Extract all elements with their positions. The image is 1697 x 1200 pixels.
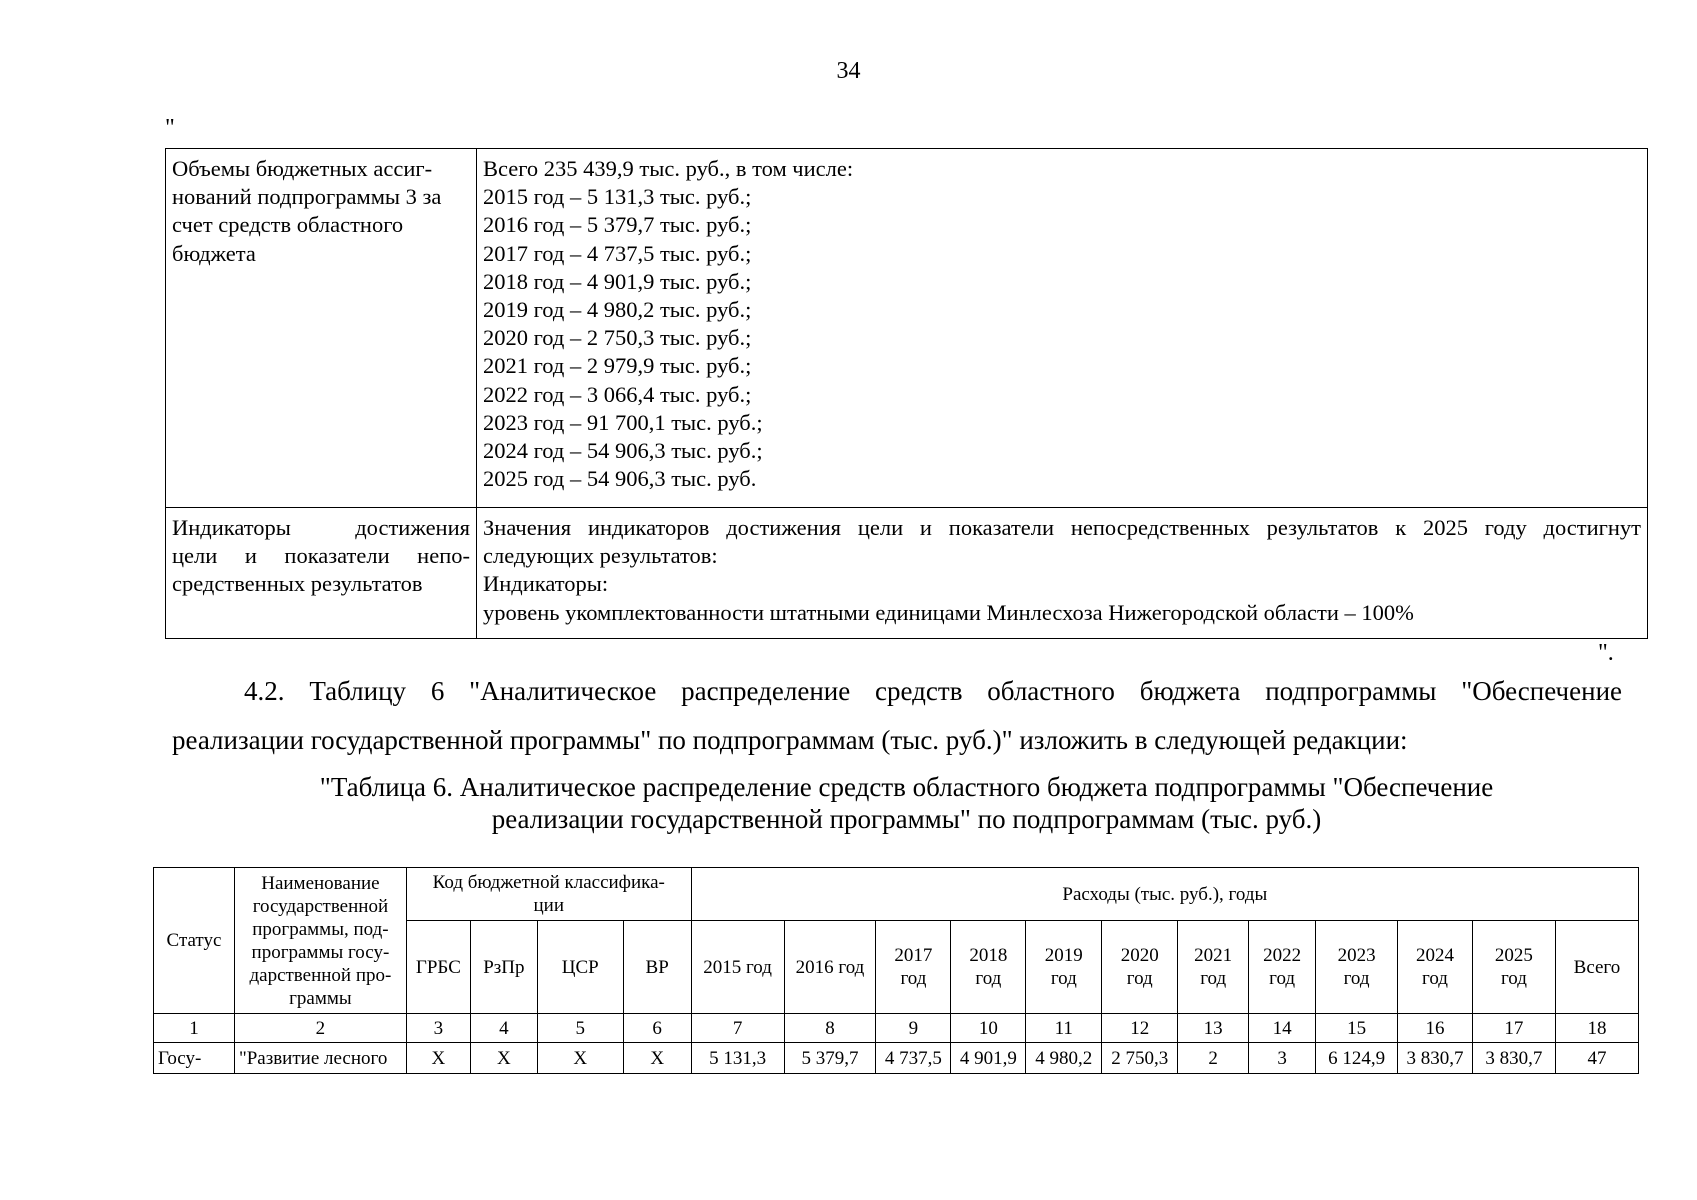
col-header-2015: 2015 год (691, 921, 784, 1014)
column-number: 2 (234, 1014, 406, 1043)
table-row (154, 1043, 1639, 1074)
cell-2015: 5 131,3 (691, 1043, 784, 1074)
cell-vr: X (623, 1043, 691, 1074)
column-number: 14 (1249, 1014, 1316, 1043)
col-header-status: Статус (154, 868, 235, 1014)
year-label: 2025 (1494, 945, 1533, 966)
budget-year-line: 2022 год – 3 066,4 тыс. руб.; (483, 381, 752, 407)
cell-name: "Развитие лесного (234, 1043, 406, 1074)
year-label: 2017 (894, 945, 933, 966)
column-number: 15 (1316, 1014, 1398, 1043)
col-header-csr: ЦСР (537, 921, 623, 1014)
budget-total-line: Всего 235 439,9 тыс. руб., в том числе: (483, 156, 854, 181)
year-unit: год (1500, 968, 1527, 989)
year-unit: год (1422, 968, 1448, 989)
budget-year-line: 2021 год – 2 979,9 тыс. руб.; (483, 353, 752, 379)
budget-distribution-table (153, 867, 1639, 1074)
column-number: 12 (1102, 1014, 1178, 1043)
year-label: 2023 (1337, 945, 1376, 966)
year-label: 2024 (1416, 945, 1454, 966)
col-header-2020 (1102, 921, 1178, 1014)
year-unit: год (1126, 968, 1153, 989)
column-number: 13 (1178, 1014, 1249, 1043)
column-number: 10 (951, 1014, 1026, 1043)
column-number: 6 (623, 1014, 691, 1043)
col-header-2022 (1249, 921, 1316, 1014)
column-number: 16 (1398, 1014, 1473, 1043)
header-text-line: государственной (252, 895, 389, 917)
header-text-line: ции (533, 895, 565, 916)
year-unit: год (900, 968, 927, 989)
year-label: 2019 (1044, 945, 1083, 966)
table-title (165, 771, 1648, 835)
passport-label-budget (166, 149, 477, 508)
cell-status: Госу- (154, 1043, 235, 1074)
col-header-vr: ВР (623, 921, 691, 1014)
col-header-2024 (1398, 921, 1473, 1014)
header-text-line: Наименование (261, 872, 380, 894)
budget-year-line: 2016 год – 5 379,7 тыс. руб.; (483, 212, 752, 238)
label-line: счет средств областного (172, 212, 404, 238)
col-header-2017 (876, 921, 951, 1014)
col-group-expenses: Расходы (тыс. руб.), годы (691, 868, 1638, 921)
passport-value-indicators (477, 508, 1648, 639)
paragraph-line: реализации государственной программы" по подпрограммам (тыс. руб.)" изложить в следующей редакции: (172, 725, 1408, 755)
paragraph-line: 4.2. Таблицу 6 "Аналитическое распределение средств областного бюджета подпрограммы "Обеспечение (244, 676, 1622, 706)
header-text-line: программы госу- (251, 941, 390, 963)
header-text-line: дарственной про- (249, 964, 392, 986)
label-line: нований подпрограммы 3 за (172, 184, 442, 210)
cell-2021: 2 (1178, 1043, 1249, 1074)
cell-2017: 4 737,5 (876, 1043, 951, 1074)
column-number-row (154, 1014, 1639, 1043)
cell-2016: 5 379,7 (784, 1043, 876, 1074)
cell-rzpr: X (470, 1043, 537, 1074)
year-label: 2022 (1263, 945, 1302, 966)
budget-year-line: 2015 год – 5 131,3 тыс. руб.; (483, 184, 752, 210)
column-number: 18 (1555, 1014, 1638, 1043)
indicator-text-line: следующих результатов: (483, 543, 718, 569)
label-line: Индикаторы достижения (172, 515, 470, 540)
cell-2022: 3 (1249, 1043, 1316, 1074)
col-header-2025 (1472, 921, 1555, 1014)
col-header-grbs: ГРБС (406, 921, 470, 1014)
column-number: 1 (154, 1014, 235, 1043)
cell-total: 47 (1555, 1043, 1638, 1074)
column-number: 11 (1026, 1014, 1102, 1043)
amendment-paragraph (172, 667, 1622, 765)
column-number: 5 (537, 1014, 623, 1043)
indicator-heading: Индикаторы: (483, 571, 609, 597)
cell-2024: 3 830,7 (1398, 1043, 1473, 1074)
col-header-2021 (1178, 921, 1249, 1014)
label-line: цели и показатели непо- (172, 543, 470, 569)
closing-quote: ". (1598, 640, 1614, 666)
budget-year-line: 2017 год – 4 737,5 тыс. руб.; (483, 240, 752, 266)
label-line: средственных результатов (172, 571, 423, 597)
col-group-budget-code (406, 868, 691, 921)
year-unit: год (1200, 968, 1227, 989)
passport-value-budget (477, 149, 1648, 508)
cell-csr: X (537, 1043, 623, 1074)
col-header-2016: 2016 год (784, 921, 876, 1014)
cell-grbs: X (406, 1043, 470, 1074)
year-unit: год (1269, 968, 1296, 989)
header-text-line: граммы (289, 987, 352, 1009)
year-label: 2018 (969, 945, 1008, 966)
budget-year-line: 2020 год – 2 750,3 тыс. руб.; (483, 325, 752, 351)
col-header-2023 (1316, 921, 1398, 1014)
col-header-2019 (1026, 921, 1102, 1014)
col-header-total: Всего (1555, 921, 1638, 1014)
budget-year-line: 2025 год – 54 906,3 тыс. руб. (483, 466, 757, 492)
budget-year-line: 2023 год – 91 700,1 тыс. руб.; (483, 409, 763, 435)
table-title-line: "Таблица 6. Аналитическое распределение средств областного бюджета подпрограммы "Обеспечение (319, 772, 1494, 802)
column-number: 4 (470, 1014, 537, 1043)
year-label: 2020 (1120, 945, 1159, 966)
passport-row-indicators (166, 508, 1648, 639)
table-title-line: реализации государственной программы" по подпрограммам (тыс. руб.) (491, 804, 1322, 834)
column-number: 17 (1472, 1014, 1555, 1043)
passport-label-indicators (166, 508, 477, 639)
column-number: 9 (876, 1014, 951, 1043)
cell-2023: 6 124,9 (1316, 1043, 1398, 1074)
col-header-2018 (951, 921, 1026, 1014)
page-number: 34 (836, 58, 861, 84)
cell-2025: 3 830,7 (1472, 1043, 1555, 1074)
header-row (154, 868, 1639, 921)
budget-year-line: 2024 год – 54 906,3 тыс. руб.; (483, 438, 763, 464)
label-line: бюджета (172, 240, 256, 266)
label-line: Объемы бюджетных ассиг- (172, 156, 433, 181)
indicator-text-line: Значения индикаторов достижения цели и показатели непосредственных результатов к 2025 году достигнут (483, 515, 1641, 540)
budget-year-line: 2018 год – 4 901,9 тыс. руб.; (483, 268, 752, 294)
indicator-item: уровень укомплектованности штатными единицами Минлесхоза Нижегородской области – 100% (483, 599, 1414, 625)
col-header-name (234, 868, 406, 1014)
col-header-rzpr: РзПр (470, 921, 537, 1014)
header-text-line: Код бюджетной классифика- (432, 872, 665, 893)
budget-year-line: 2019 год – 4 980,2 тыс. руб.; (483, 297, 752, 323)
column-number: 7 (691, 1014, 784, 1043)
cell-2019: 4 980,2 (1026, 1043, 1102, 1074)
year-unit: год (975, 968, 1002, 989)
header-text-line: программы, под- (252, 918, 389, 940)
column-number: 3 (406, 1014, 470, 1043)
cell-2018: 4 901,9 (951, 1043, 1026, 1074)
opening-quote: " (165, 115, 175, 141)
year-label: 2021 (1194, 945, 1233, 966)
cell-2020: 2 750,3 (1102, 1043, 1178, 1074)
subprogram-passport-table (165, 148, 1648, 639)
year-unit: год (1050, 968, 1077, 989)
column-number: 8 (784, 1014, 876, 1043)
year-unit: год (1343, 968, 1370, 989)
passport-row-budget (166, 149, 1648, 508)
